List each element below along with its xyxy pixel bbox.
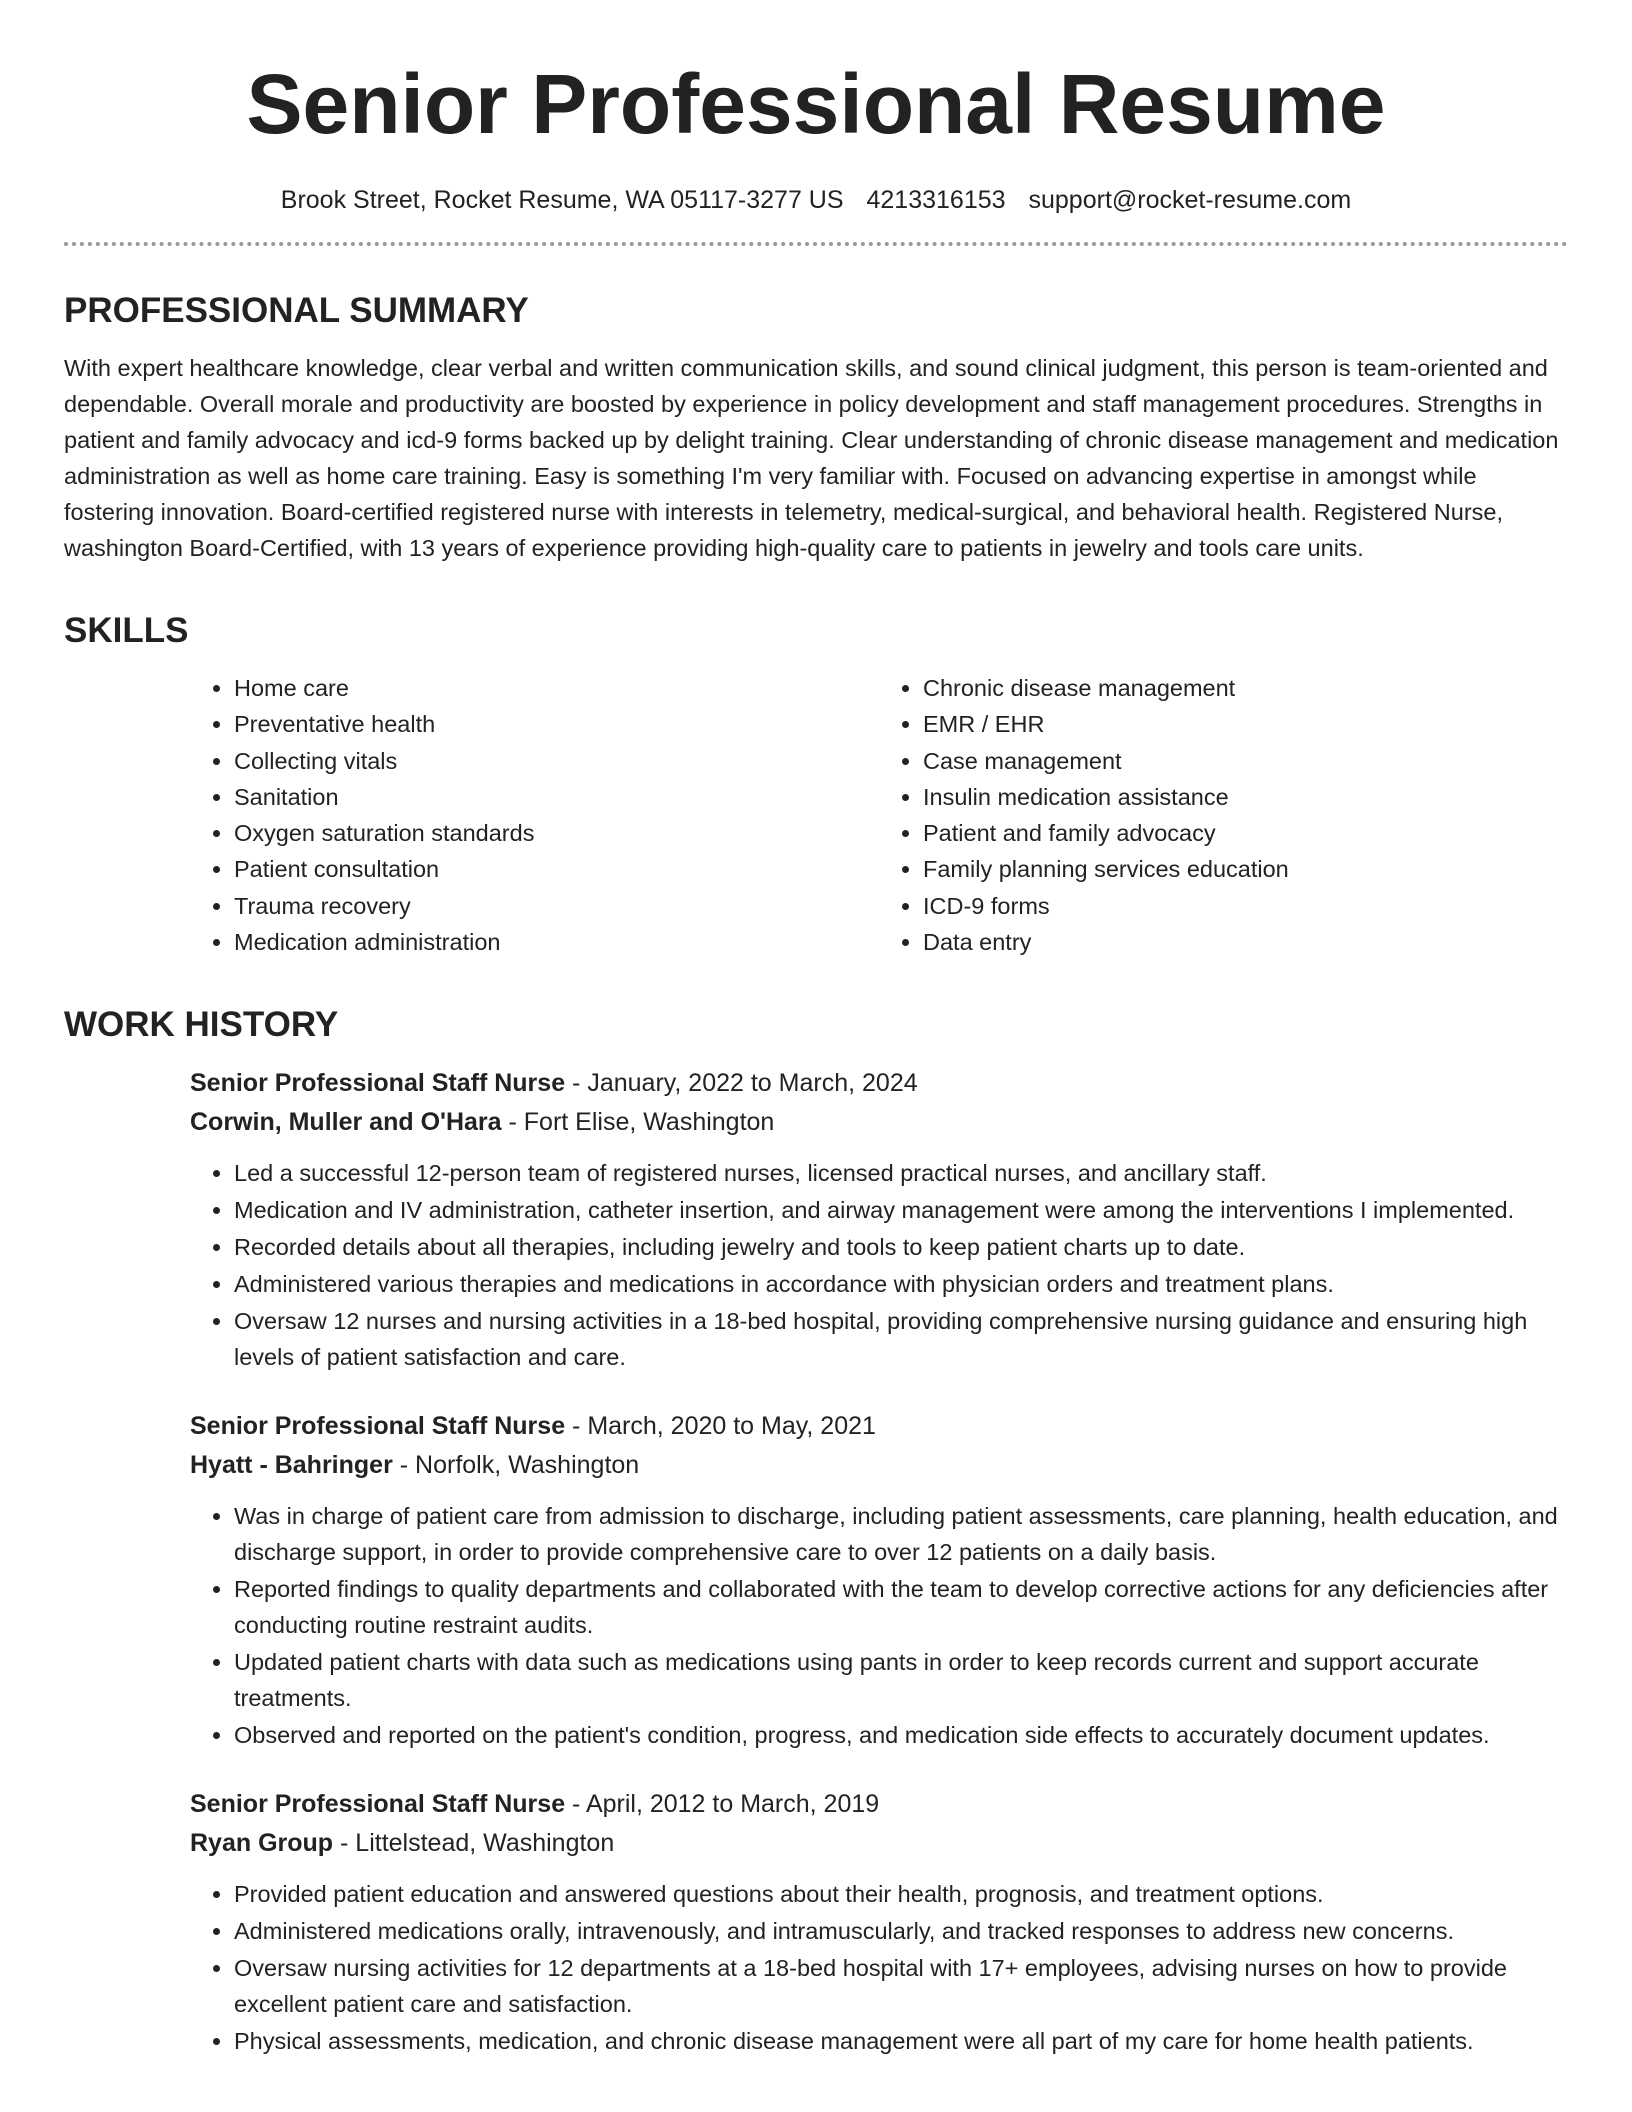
job-bullet: • Medication and IV administration, catheter insertion, and airway management were among the interventions I implemented. — [234, 1192, 1568, 1228]
job-dates: - March, 2020 to May, 2021 — [565, 1412, 876, 1441]
skills-heading: SKILLS — [64, 611, 189, 650]
skill-item: • Patient and family advocacy — [923, 815, 1568, 851]
job-bullets — [190, 1498, 1568, 1753]
job-title-line — [190, 1064, 1568, 1103]
skill-item: • EMR / EHR — [923, 706, 1568, 742]
contact-line — [64, 184, 1568, 216]
job-company-line — [190, 1103, 1568, 1142]
job-role: Senior Professional Staff Nurse — [190, 1790, 566, 1819]
job-bullet: • Updated patient charts with data such as medications using pants in order to keep records current and support accurate treatments. — [234, 1644, 1568, 1716]
job-company-line — [190, 1824, 1568, 1863]
job-location: - Norfolk, Washington — [392, 1451, 640, 1480]
contact-phone: 4213316153 — [866, 186, 1006, 214]
job-bullet: • Administered various therapies and medications in accordance with physician orders and treatment plans. — [234, 1266, 1568, 1302]
skill-item: • Data entry — [923, 924, 1568, 960]
skill-item: • Trauma recovery — [234, 888, 879, 924]
job-bullet: • Oversaw nursing activities for 12 departments at a 18-bed hospital with 17+ employees, advising nurses on how to provide excellent patient care and satisfaction. — [234, 1950, 1568, 2022]
summary-text: With expert healthcare knowledge, clear verbal and written communication skills, and sound clinical judgment, this person is team-oriented and dependable. Overall morale and productivity are boosted by experience in policy development and staff management procedures. Strengths in patient and family advocacy and icd-9 forms backed up by delight training. Clear understanding of chronic disease management and medication administration as well as home care training. Easy is something I'm very familiar with. Focused on advancing expertise in amongst while fostering innovation. Board-certified registered nurse with interests in telemetry, medical-surgical, and behavioral health. Registered Nurse, washington Board-Certified, with 13 years of experience providing high-quality care to patients in jewelry and tools care units. — [64, 355, 1559, 561]
resume-name: Senior Professional Resume — [246, 57, 1386, 151]
job-bullet: • Oversaw 12 nurses and nursing activities in a 18-bed hospital, providing comprehensive nursing guidance and ensuring high levels of patient satisfaction and care. — [234, 1303, 1568, 1375]
job-title-line — [190, 1407, 1568, 1446]
skills-list — [190, 670, 1568, 960]
job-location: - Fort Elise, Washington — [501, 1108, 775, 1137]
job-company: Ryan Group — [190, 1829, 334, 1858]
job-company-line — [190, 1446, 1568, 1485]
job-bullet: • Administered medications orally, intravenously, and intramuscularly, and tracked responses to address new concerns. — [234, 1913, 1568, 1949]
job-bullet: • Observed and reported on the patient's condition, progress, and medication side effects to accurately document updates. — [234, 1717, 1568, 1753]
job-entry — [190, 1785, 1568, 2059]
job-bullet: • Was in charge of patient care from admission to discharge, including patient assessments, care planning, health education, and discharge support, in order to provide comprehensive care to over 12 patients on a daily basis. — [234, 1498, 1568, 1570]
skill-item: • Family planning services education — [923, 851, 1568, 887]
job-dates: - January, 2022 to March, 2024 — [565, 1069, 918, 1098]
skill-item: • Home care — [234, 670, 879, 706]
skills-column-left — [190, 670, 879, 960]
work-history-heading: WORK HISTORY — [64, 1005, 339, 1045]
job-bullet: • Led a successful 12-person team of registered nurses, licensed practical nurses, and ancillary staff. — [234, 1155, 1568, 1191]
skill-item: • Sanitation — [234, 779, 879, 815]
job-company: Hyatt - Bahringer — [190, 1451, 393, 1480]
job-bullet: • Provided patient education and answered questions about their health, prognosis, and treatment options. — [234, 1876, 1568, 1912]
job-role: Senior Professional Staff Nurse — [190, 1069, 566, 1098]
contact-address: Brook Street, Rocket Resume, WA 05117-3277 US — [280, 186, 844, 214]
job-bullet: • Physical assessments, medication, and chronic disease management were all part of my care for home health patients. — [234, 2023, 1568, 2059]
header-divider — [64, 242, 1568, 246]
job-dates: - April, 2012 to March, 2019 — [565, 1790, 880, 1819]
job-bullet: • Recorded details about all therapies, including jewelry and tools to keep patient charts up to date. — [234, 1229, 1568, 1265]
job-entry — [190, 1407, 1568, 1753]
summary-heading: PROFESSIONAL SUMMARY — [64, 291, 529, 330]
job-bullets — [190, 1876, 1568, 2059]
skill-item: • ICD-9 forms — [923, 888, 1568, 924]
skill-item: • Chronic disease management — [923, 670, 1568, 706]
skill-item: • Collecting vitals — [234, 743, 879, 779]
job-location: - Littelstead, Washington — [333, 1829, 615, 1858]
contact-email: support@rocket-resume.com — [1028, 186, 1352, 214]
job-entry — [190, 1064, 1568, 1375]
job-company: Corwin, Muller and O'Hara — [190, 1108, 502, 1137]
job-bullet: • Reported findings to quality departments and collaborated with the team to develop corrective actions for any deficiencies after conducting routine restraint audits. — [234, 1571, 1568, 1643]
skill-item: • Oxygen saturation standards — [234, 815, 879, 851]
job-bullets — [190, 1155, 1568, 1375]
skill-item: • Patient consultation — [234, 851, 879, 887]
job-role: Senior Professional Staff Nurse — [190, 1412, 566, 1441]
skill-item: • Insulin medication assistance — [923, 779, 1568, 815]
job-title-line — [190, 1785, 1568, 1824]
skills-column-right — [879, 670, 1568, 960]
skill-item: • Medication administration — [234, 924, 879, 960]
skill-item: • Case management — [923, 743, 1568, 779]
skill-item: • Preventative health — [234, 706, 879, 742]
